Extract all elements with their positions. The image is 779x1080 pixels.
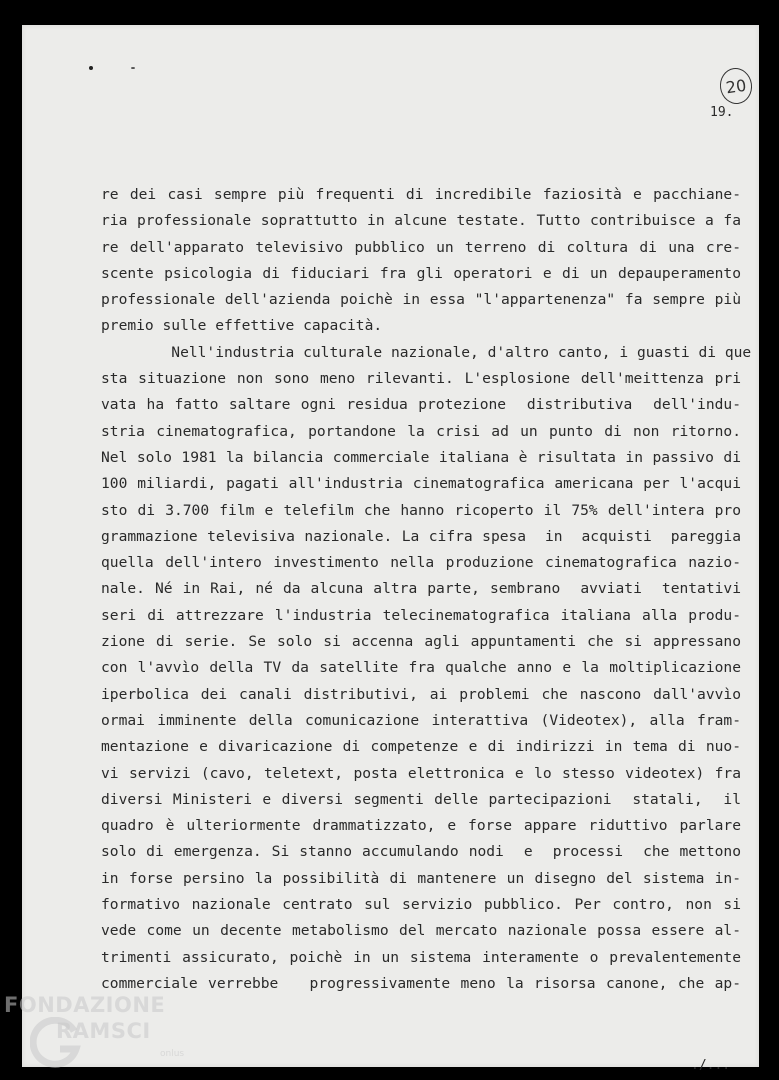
text-line: in forse persino la possibilità di mantenere un disegno del sistema in- [101, 869, 741, 887]
text-line: trimenti assicurato, poichè in un sistema interamente o prevalentemente [101, 948, 741, 966]
text-line: Nel solo 1981 la bilancia commerciale italiana è risultata in passivo di [101, 448, 741, 466]
text-line: commerciale verrebbe progressivamente meno la risorsa canone, che ap- [101, 974, 741, 992]
text-line: quadro è ulteriormente drammatizzato, e forse appare riduttivo parlare [101, 817, 741, 835]
text-line: scente psicologia di fiduciari fra gli operatori e di un depauperamento [101, 264, 741, 282]
text-line: sto di 3.700 film e telefilm che hanno ricoperto il 75% dell'intera pro [101, 501, 741, 519]
text-line: formativo nazionale centrato sul servizio pubblico. Per contro, non si [101, 896, 741, 914]
ink-mark [131, 67, 135, 69]
text-line: sta situazione non sono meno rilevanti. L'esplosione dell'meittenza pri [101, 370, 741, 388]
text-line: Nell'industria culturale nazionale, d'altro canto, i guasti di que [101, 343, 752, 361]
ink-dot [89, 66, 93, 70]
text-line: nale. Né in Rai, né da alcuna altra parte, sembrano avviati tentativi [101, 580, 741, 598]
archive-number-stamp: 20 [718, 66, 755, 106]
text-line: mentazione e divaricazione di competenze e di indirizzi in tema di nuo- [101, 738, 741, 756]
document-page [22, 25, 759, 1073]
text-line: vata ha fatto saltare ogni residua protezione distributiva dell'indu- [101, 396, 741, 414]
page-number: 19. [710, 105, 734, 120]
text-line: quella dell'intero investimento nella produzione cinematografica nazio- [101, 554, 741, 572]
text-line: 100 miliardi, pagati all'industria cinematografica americana per l'acqui [101, 475, 741, 493]
text-line: diversi Ministeri e diversi segmenti delle partecipazioni statali, il [101, 790, 741, 808]
body-text [101, 182, 752, 997]
watermark-line2: RAMSCI [56, 1019, 151, 1043]
text-line: professionale dell'azienda poichè in essa "l'appartenenza" fa sempre più [101, 291, 741, 309]
text-line: re dell'apparato televisivo pubblico un terreno di coltura di una cre- [101, 238, 741, 256]
text-line: seri di attrezzare l'industria telecinematografica italiana alla produ- [101, 606, 741, 624]
text-line: zione di serie. Se solo si accenna agli appuntamenti che si appressano [101, 633, 741, 651]
text-line: solo di emergenza. Si stanno accumulando nodi e processi che mettono [101, 843, 741, 861]
text-line: con l'avvìo della TV da satellite fra qualche anno e la moltiplicazione [101, 659, 741, 677]
text-line: grammazione televisiva nazionale. La cifra spesa in acquisti pareggia [101, 527, 741, 545]
text-line: iperbolica dei canali distributivi, ai problemi che nascono dall'avvìo [101, 685, 741, 703]
fondazione-gramsci-watermark [4, 993, 194, 1075]
text-line: vede come un decente metabolismo del mercato nazionale possa essere al- [101, 922, 741, 940]
text-line: ria professionale soprattutto in alcune testate. Tutto contribuisce a fa [101, 212, 741, 230]
text-line: vi servizi (cavo, teletext, posta elettronica e lo stesso videotex) fra [101, 764, 741, 782]
text-line: re dei casi sempre più frequenti di incredibile faziosità e pacchiane- [101, 186, 741, 203]
watermark-line1: FONDAZIONE [4, 993, 166, 1017]
watermark-line3: onlus [160, 1049, 185, 1059]
text-line: ormai imminente della comunicazione interattiva (Videotex), alla fram- [101, 711, 741, 729]
text-line: stria cinematografica, portandone la crisi ad un punto di non ritorno. [101, 422, 741, 440]
text-line: premio sulle effettive capacità. [101, 317, 383, 335]
continuation-mark: ./... [691, 1058, 731, 1073]
